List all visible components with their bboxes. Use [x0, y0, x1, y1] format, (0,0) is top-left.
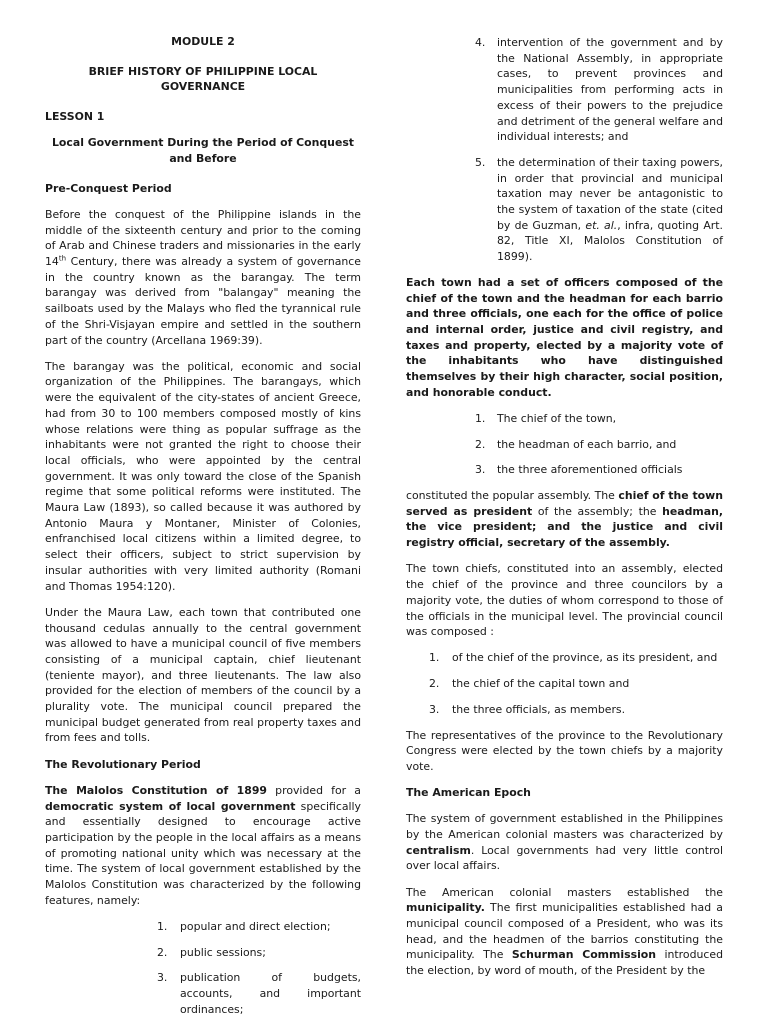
- provincial-council-list: [406, 650, 723, 717]
- list-item: 2. public sessions;: [157, 945, 266, 959]
- features-list: [45, 919, 361, 1018]
- section-heading-revolutionary: The Revolutionary Period: [45, 757, 201, 771]
- document-title: BRIEF HISTORY OF PHILIPPINE LOCAL GOVERNANCE: [88, 64, 318, 94]
- officers-paragraph: Each town had a set of officers composed of the chief of the town and the headman for each barrio and three officials, one each for the office of police and internal order, justice and civil registry, and taxes and property, elected by a majority vote of the inhabitants who have distinguished themselves by their high character, social position, and honorable conduct.: [406, 275, 723, 399]
- list-item: 3. publication of budgets, accounts, and important ordinances;: [157, 971, 361, 1016]
- paragraph: The Malolos Constitution of 1899 provided for a democratic system of local government specifically and essentially designed to encourage active participation by the people in the local affairs as a means of promoting national unity which was necessary at the time. The system of local government established by the Malolos Constitution was characterized by the following features, namely:: [45, 783, 361, 907]
- lesson-title: Local Government During the Period of Conquest and Before: [51, 136, 355, 166]
- paragraph: The barangay was the political, economic and social organization of the Philippines. The barangays, which were the equivalent of the city-states of ancient Greece, had from 30 to 100 members composed mostly of kins whose relations were thing as popular suffrage as the inhabitants were not granted the right to choose their local officials, who were appointed by the central government. It was only toward the close of the Spanish regime that some political reforms were instituted. The Maura Law (1893), so called because it was authored by Antonio Maura y Montaner, Minister of Colonies, enfranchised local citizens within a limited degree, to select their officers, subject to strict supervision by insular authorities with very limited authority (Romani and Thomas 1954:120).: [45, 359, 361, 593]
- list-item: 5. the determination of their taxing powers, in order that provincial and municipal taxation may never be antagonistic to the system of taxation of the state (cited by de Guzman, et. al., infra, quoting Art. 82, Title XI, Malolos Constitution of 1899).: [475, 155, 723, 264]
- section-heading-pre-conquest: Pre-Conquest Period: [45, 181, 172, 195]
- list-item: 1. The chief of the town,: [475, 411, 617, 425]
- list-item: 1. of the chief of the province, as its president, and: [429, 651, 718, 665]
- lesson-label: LESSON 1: [45, 110, 105, 124]
- list-item: 2. the chief of the capital town and: [429, 677, 630, 691]
- features-list-continued: [406, 35, 723, 265]
- module-label: MODULE 2: [171, 35, 235, 48]
- paragraph: Under the Maura Law, each town that contributed one thousand cedulas annually to the central government was allowed to have a municipal council of five members consisting of a municipal captain, chief lieutenant (teniente mayor), and three lieutenants. The law also provided for the election of members of the council by a plurality vote. The municipal council prepared the municipal budget generated from real property taxes and from fees and tolls.: [45, 605, 361, 745]
- paragraph: Before the conquest of the Philippine islands in the middle of the sixteenth century and prior to the coming of Arab and Chinese traders and missionaries in the early 14th Century, there was already a system of governance in the country known as the barangay. The term barangay was derived from "balangay" meaning the sailboats used by the Malays who fled the tyrannical rule of the Shri-Visjayan empire and settled in the southern part of the country (Arcellana 1969:39).: [45, 207, 361, 347]
- list-item: 2. the headman of each barrio, and: [475, 437, 677, 451]
- paragraph: constituted the popular assembly. The chief of the town served as president of the assembly; the headman, the vice president; and the justice and civil registry official, secretary of the assembly.: [406, 489, 723, 550]
- paragraph: The representatives of the province to the Revolutionary Congress were elected by the town chiefs by a majority vote.: [406, 728, 723, 773]
- section-heading-american: The American Epoch: [406, 786, 531, 800]
- paragraph: The American colonial masters established the municipality. The first municipalities established had a municipal council composed of a President, who was its head, and the headmen of the barrios constituting the municipality. The Schurman Commission introduced the election, by word of mouth, of the President by the: [406, 885, 723, 978]
- list-item: 3. the three aforementioned officials: [475, 463, 683, 477]
- right-column: [406, 35, 723, 989]
- paragraph: The system of government established in the Philippines by the American colonial masters was characterized by centralism. Local governments had very little control over local affairs.: [406, 812, 723, 873]
- left-column: [45, 34, 361, 1027]
- assembly-list: [406, 411, 723, 478]
- list-item: 1. popular and direct election;: [157, 919, 331, 933]
- paragraph: The town chiefs, constituted into an assembly, elected the chief of the province and three councilors by a majority vote, the duties of whom correspond to those of the officials in the municipal level. The provincial council was composed :: [406, 562, 723, 639]
- list-item: 3. the three officials, as members.: [429, 702, 626, 716]
- list-item: 4. intervention of the government and by the National Assembly, in appropriate cases, to prevent provinces and municipalities from performing acts in excess of their powers to the prejudice and detriment of the general welfare and individual interests; and: [475, 36, 723, 144]
